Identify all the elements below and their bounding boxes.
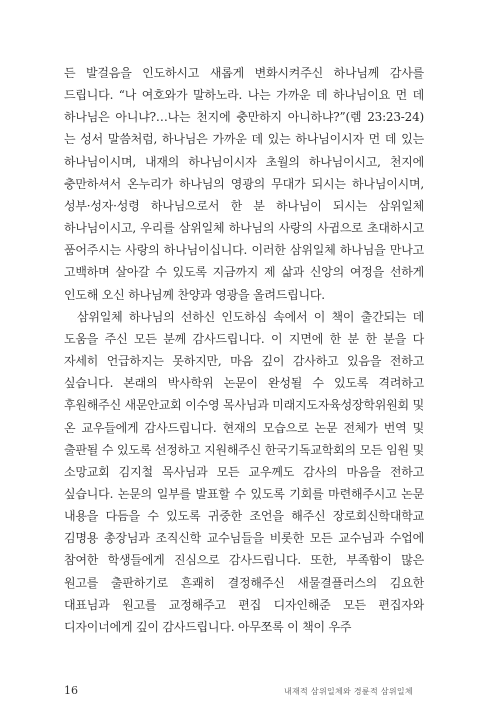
page-footer — [64, 684, 424, 700]
paragraph-2: 삼위일체 하나님의 선하신 인도하심 속에서 이 책이 출간되는 데 도움을 주신 모든 분께 감사드립니다. 이 지면에 한 분 한 분을 다 자세히 언급하지는 못하지만, 마음 깊이 감사하고 있음을 전하고 싶습니다. 본래의 박사학위 논문이 완성될 수 있도록 격려하고 후원해주신 새문안교회 이수영 목사님과 미래지도자육성장학위원회 및 온 교우들에게 감사드립니다. 현재의 모습으로 논문 전체가 번역 및 출판될 수 있도록 선정하고 지원해주신 한국기독교학회의 모든 임원 및 소망교회 김지철 목사님과 모든 교우께도 감사의 마음을 전하고 싶습니다. 논문의 일부를 발표할 수 있도록 기회를 마련해주시고 논문 내용을 다듬을 수 있도록 귀중한 조언을 해주신 장로회신학대학교 김명용 총장님과 조직신학 교수님들을 비롯한 모든 교수님과 수업에 참여한 학생들에게 진심으로 감사드립니다. 또한, 부족함이 많은 원고를 출판하기로 흔쾌히 결정해주신 새물결플러스의 김요한 대표님과 원고를 교정해주고 편집 디자인해준 모든 편집자와 디자이너에게 깊이 감사드립니다. 아무쪼록 이 책이 우주 — [64, 309, 424, 634]
paragraph-1: 든 발걸음을 인도하시고 새롭게 변화시켜주신 하나님께 감사를 드립니다. “나 여호와가 말하노라. 나는 가까운 데 하나님이요 먼 데 하나님은 아니냐?…나는 천지에 충만하지 아니하냐?”(렘 23:23-24)는 성서 말씀처럼, 하나님은 가까운 데 있는 하나님이시자 먼 데 있는 하나님이시며, 내재의 하나님이시자 초월의 하나님이시고, 천지에 충만하셔서 온누리가 하나님의 영광의 무대가 되시는 하나님이시며, 성부·성자·성령 하나님으로서 한 분 하나님이 되시는 삼위일체 하나님이시고, 우리를 삼위일체 하나님의 사랑의 사귐으로 초대하시고 품어주시는 사랑의 하나님이십니다. 이러한 삼위일체 하나님을 만나고 고백하며 살아갈 수 있도록 지금까지 제 삶과 신앙의 여정을 선하게 인도해 오신 하나님께 찬양과 영광을 올려드립니다. — [64, 66, 424, 302]
body-text — [64, 62, 424, 638]
running-title: 내재적 삼위일체와 경륜적 삼위일체 — [284, 687, 413, 696]
page-number: 16 — [64, 684, 78, 697]
